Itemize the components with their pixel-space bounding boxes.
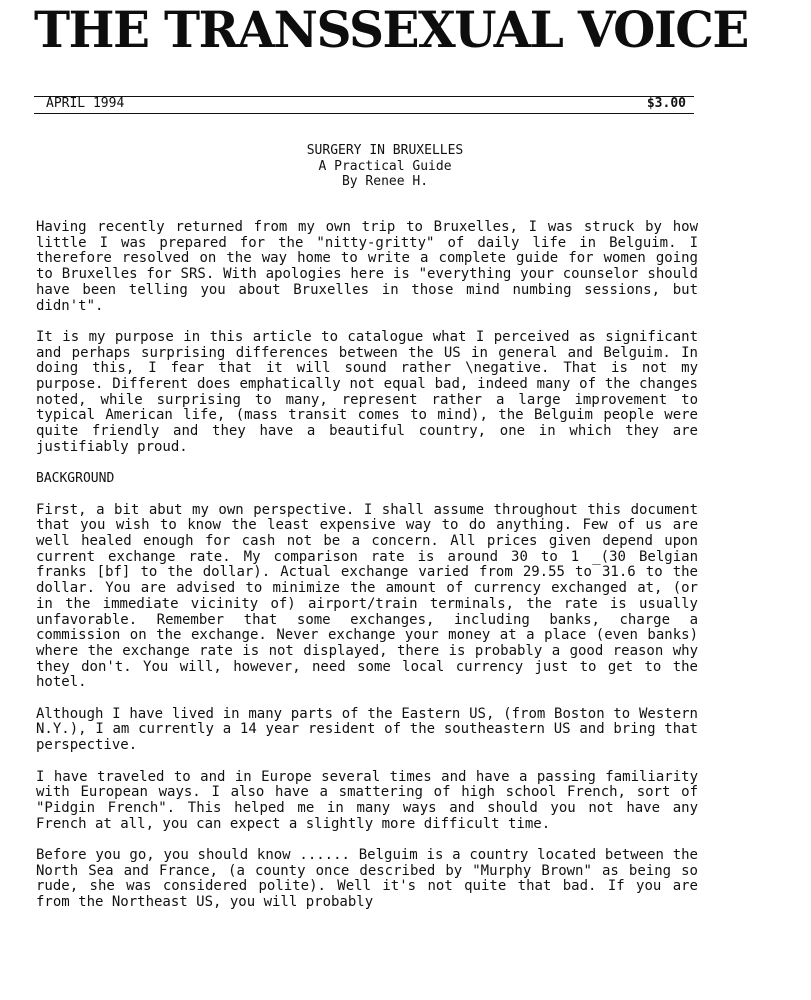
- issue-bar: [34, 96, 694, 114]
- intro-paragraph-1: Having recently returned from my own trip to Bruxelles, I was struck by how little I was prepared for the "nitty-gritty" of daily life in Belguim. I therefore resolved on the way home to write a complete guide for women going to Bruxelles for SRS. With apologies here is "everything your counselor should have been telling you about Bruxelles in those mind numbing sessions, but didn't".: [36, 219, 698, 314]
- article-byline: By Renee H.: [341, 174, 429, 189]
- background-paragraph-3: I have traveled to and in Europe several times and have a passing familiarity with European ways. I also have a smattering of high school French, sort of "Pidgin French". This helped me in many ways and should you not have any French at all, you can expect a slightly more difficult time.: [36, 768, 698, 832]
- article-header: [0, 143, 770, 190]
- newsletter-masthead: THE TRANSSEXUAL VOICE: [34, 0, 748, 59]
- section-heading-background: BACKGROUND: [36, 471, 115, 487]
- article-body: [36, 220, 698, 927]
- background-paragraph-4: Before you go, you should know ...... Belguim is a country located between the North Sea and France, (a county once described by "Murphy Brown" as being so rude, she was considered polite). Well it's not quite that bad. If you are from the Northeast US, you will probably: [36, 847, 698, 911]
- intro-paragraph-2: It is my purpose in this article to catalogue what I perceived as significant and perhaps surprising differences between the US in general and Belguim. In doing this, I fear that it will sound rather \negative. That is not my purpose. Different does emphatically not equal bad, indeed many of the changes noted, while surprising to many, represent rather a large improvement to typical American life, (mass transit comes to mind), the Belguim people were quite friendly and they have a beautiful country, one in which they are justifiably proud.: [36, 328, 698, 455]
- background-paragraph-2: Although I have lived in many parts of the Eastern US, (from Boston to Western N.Y.), I am currently a 14 year resident of the southeastern US and bring that perspective.: [36, 705, 698, 754]
- article-subtitle: A Practical Guide: [318, 158, 452, 174]
- issue-price: $3.00: [646, 96, 686, 111]
- issue-date: APRIL 1994: [46, 96, 125, 111]
- article-title: SURGERY IN BRUXELLES: [306, 143, 464, 158]
- background-paragraph-1: First, a bit abut my own perspective. I shall assume throughout this document that you wish to know the least expensive way to do anything. Few of us are well healed enough for cash not be a concern. All prices given depend upon current exchange rate. My comparison rate is around 30 to 1 _(30 Belgian franks [bf] to the dollar). Actual exchange varied from 29.55 to 31.6 to the dollar. You are advised to minimize the amount of currency exchanged at, (or in the immediate vicinity of) airport/train terminals, the rate is usually unfavorable. Remember that some exchanges, including banks, charge a commission on the exchange. Never exchange your money at a place (even banks) where the exchange rate is not displayed, there is probably a good reason why they don't. You will, however, need some local currency just to get to the hotel.: [36, 501, 698, 691]
